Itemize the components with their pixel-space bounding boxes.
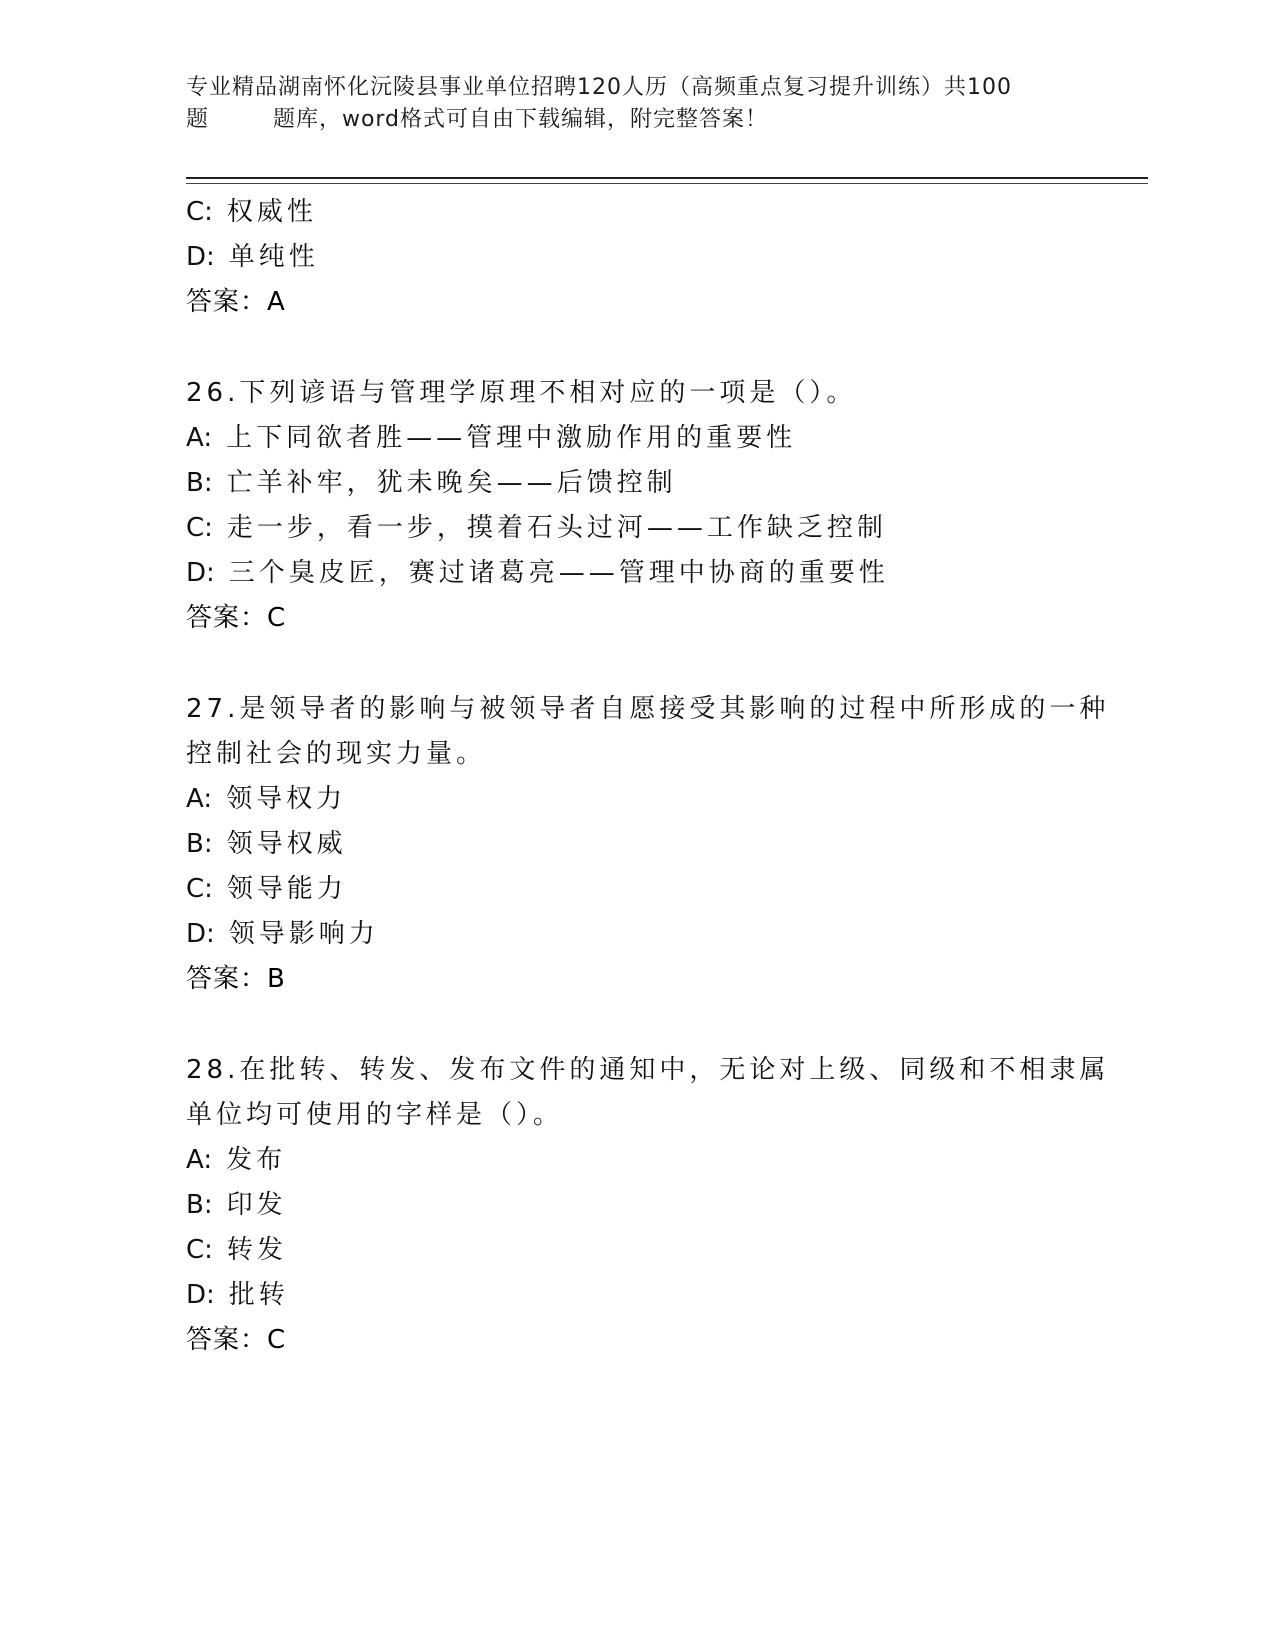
option-text: 上下同欲者胜——管理中激励作用的重要性: [226, 423, 797, 453]
option-text: 走一步，看一步，摸着石头过河——工作缺乏控制: [226, 513, 887, 543]
option-text: 亡羊补牢，犹未晚矣——后馈控制: [226, 468, 677, 498]
option-text: 转发: [226, 1235, 287, 1265]
option-prefix: C:: [186, 197, 213, 227]
option-item: [186, 867, 1106, 912]
question-title: 26.下列谚语与管理学原理不相对应的一项是（）。: [186, 378, 857, 408]
answer-line: 答案：B: [186, 964, 286, 994]
option-item: [186, 235, 1106, 280]
option-item: [186, 461, 1106, 506]
option-prefix: D:: [186, 558, 215, 588]
option-item: [186, 1138, 1106, 1183]
option-prefix: A:: [186, 784, 213, 814]
option-prefix: A:: [186, 423, 213, 453]
option-item: [186, 506, 1106, 551]
header-rule-thin: [186, 183, 1148, 184]
answer-line: 答案：C: [186, 1325, 287, 1355]
option-item: [186, 1228, 1106, 1273]
answer-line: 答案：A: [186, 287, 286, 317]
option-text: 印发: [226, 1190, 287, 1220]
option-item: [186, 777, 1106, 822]
option-item: [186, 822, 1106, 867]
option-prefix: D:: [186, 242, 215, 272]
option-text: 领导影响力: [228, 919, 379, 949]
page-header: [186, 72, 1086, 136]
option-prefix: C:: [186, 874, 213, 904]
question-title-continued: 控制社会的现实力量。: [186, 739, 487, 769]
question-content: [186, 190, 1110, 1363]
option-prefix: C:: [186, 1235, 213, 1265]
option-text: 权威性: [226, 197, 317, 227]
option-text: 发布: [226, 1145, 287, 1175]
option-item: [186, 416, 1106, 461]
header-line-2: 题 题库，word格式可自由下载编辑，附完整答案！: [186, 107, 769, 132]
option-prefix: A:: [186, 1145, 213, 1175]
option-text: 领导权威: [226, 829, 347, 859]
option-item: [186, 190, 1106, 235]
option-text: 三个臭皮匠，赛过诸葛亮——管理中协商的重要性: [228, 558, 889, 588]
header-rule-thick: [186, 177, 1148, 179]
option-prefix: C:: [186, 513, 213, 543]
question-title: 27.是领导者的影响与被领导者自愿接受其影响的过程中所形成的一种: [186, 694, 1110, 724]
option-item: [186, 551, 1106, 596]
option-prefix: D:: [186, 919, 215, 949]
question-title-continued: 单位均可使用的字样是（）。: [186, 1100, 564, 1130]
option-text: 领导权力: [226, 784, 347, 814]
option-prefix: B:: [186, 468, 213, 498]
option-prefix: B:: [186, 1190, 213, 1220]
option-item: [186, 912, 1106, 957]
option-text: 批转: [228, 1280, 289, 1310]
option-text: 单纯性: [228, 242, 319, 272]
header-line-1: 专业精品湖南怀化沅陵县事业单位招聘120人历（高频重点复习提升训练）共100: [186, 75, 1012, 100]
option-text: 领导能力: [226, 874, 347, 904]
option-prefix: D:: [186, 1280, 215, 1310]
question-title: 28.在批转、转发、发布文件的通知中，无论对上级、同级和不相隶属: [186, 1055, 1110, 1085]
option-prefix: B:: [186, 829, 213, 859]
option-item: [186, 1273, 1106, 1318]
option-item: [186, 1183, 1106, 1228]
answer-line: 答案：C: [186, 603, 287, 633]
